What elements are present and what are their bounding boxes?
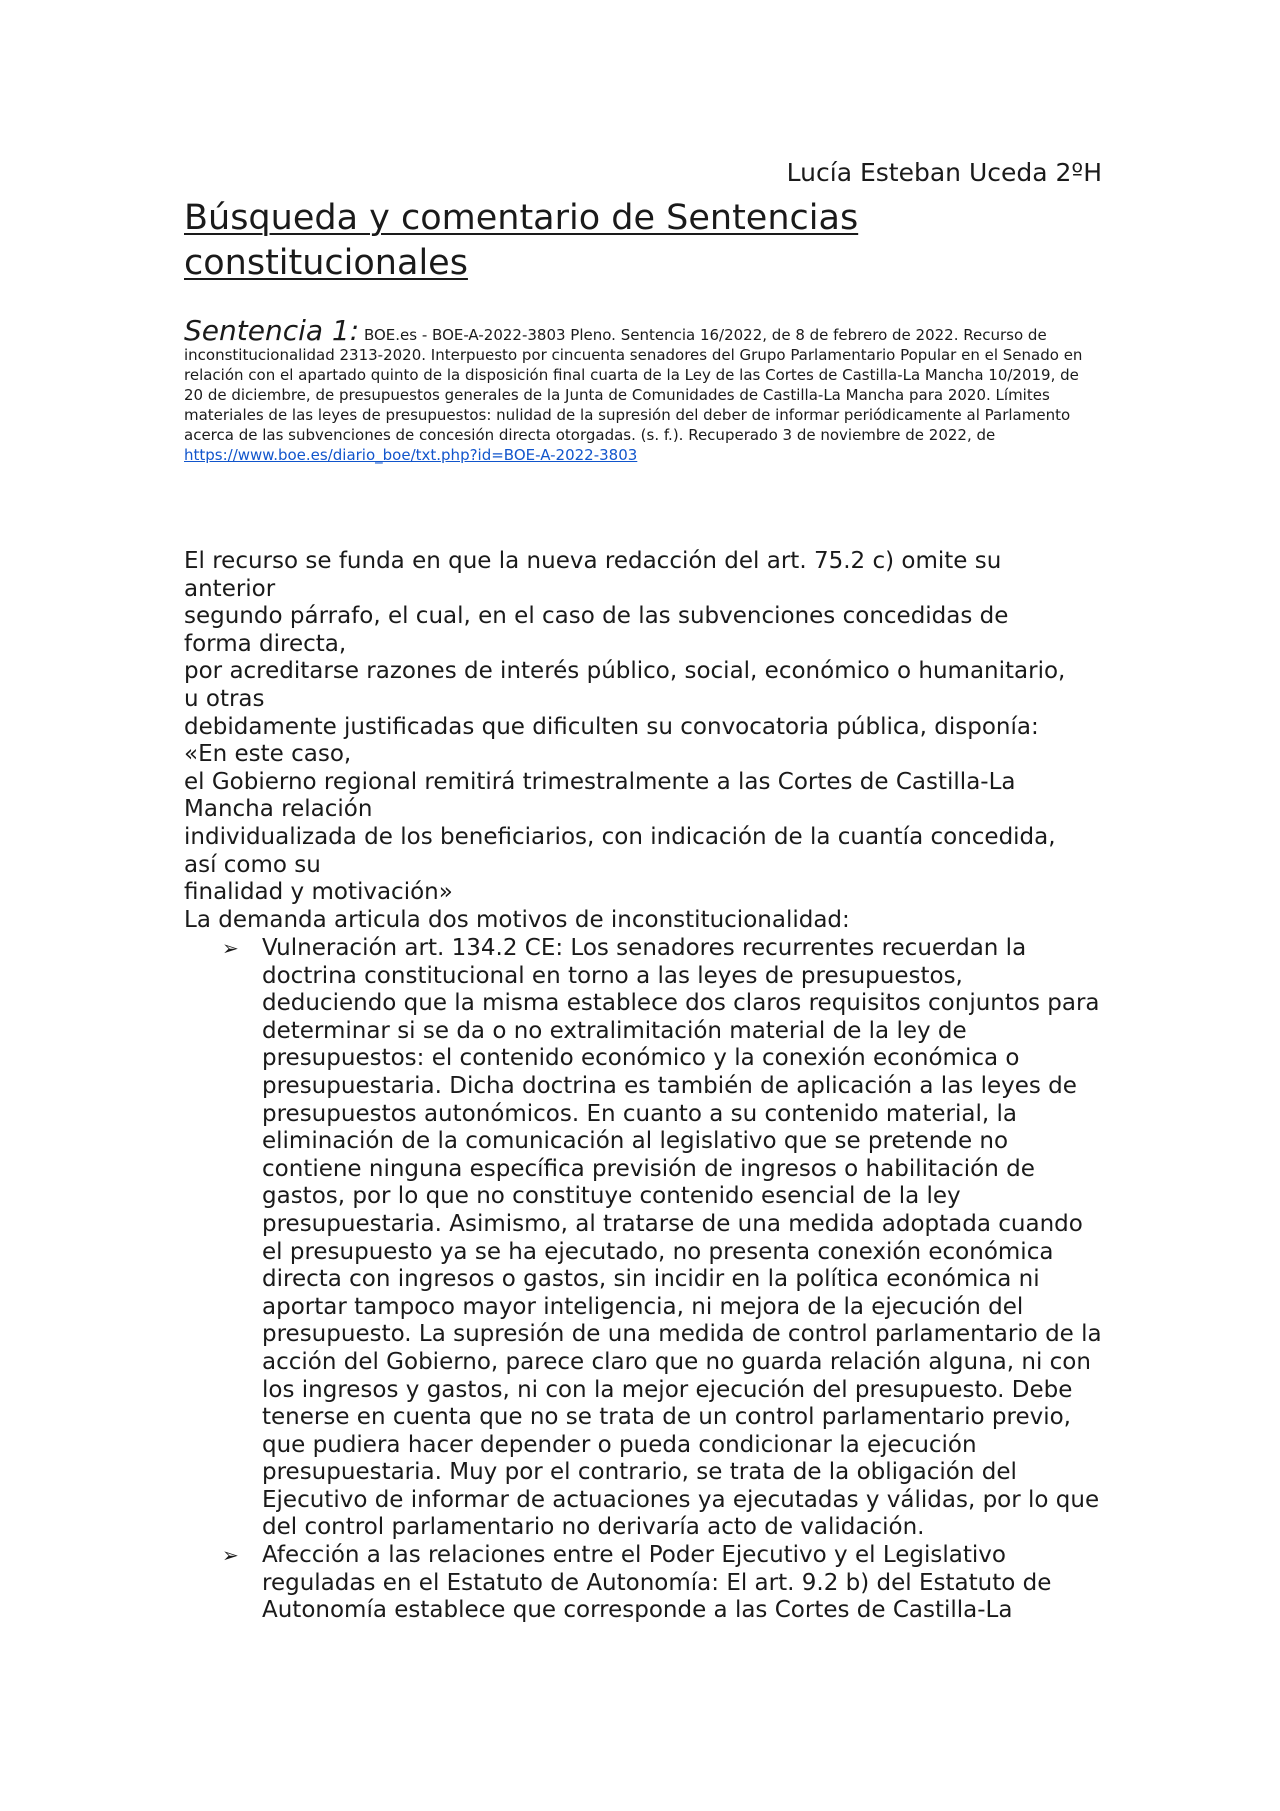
body-line: así como su (184, 851, 321, 878)
list-item (184, 1542, 1102, 1625)
author-line: Lucía Esteban Uceda 2ºH (786, 158, 1102, 187)
body-paragraph (184, 548, 1102, 934)
body-line: segundo párrafo, el cual, en el caso de las subvenciones concedidas de (184, 603, 1009, 630)
body-line: anterior (184, 575, 276, 602)
list-item-text: Afección a las relaciones entre el Poder Ejecutivo y el Legislativo reguladas en el Estatuto de Autonomía: El art. 9.2 b) del Estatuto de Autonomía establece que corresponde a las Cortes de Castilla-La (262, 1542, 1052, 1624)
body-line: La demanda articula dos motivos de inconstitucionalidad: (184, 906, 850, 933)
body-line: u otras (184, 685, 265, 712)
body-line: «En este caso, (184, 741, 352, 768)
sentence-reference-block (184, 314, 1102, 465)
sentence-citation: BOE.es - BOE-A-2022-3803 Pleno. Sentencia 16/2022, de 8 de febrero de 2022. Recurso de inconstitucionalidad 2313-2020. Interpuesto por cincuenta senadores del Grupo Parlamentario Popular en el Senado en relación con el apartado quinto de la disposición final cuarta de la Ley de las Cortes de Castilla-La Mancha 10/2019, de 20 de diciembre, de presupuestos generales de la Junta de Comunidades de Castilla-La Mancha para 2020. Límites materiales de las leyes de presupuestos: nulidad de la supresión del deber de informar periódicamente al Parlamento acerca de las subvenciones de concesión directa otorgadas. (s. f.). Recuperado 3 de noviembre de 2022, de (184, 326, 1083, 444)
arrow-bullet-icon: ➢ (222, 936, 239, 960)
body-line: Mancha relación (184, 796, 373, 823)
list-item-text: Vulneración art. 134.2 CE: Los senadores recurrentes recuerdan la doctrina constitucional en torno a las leyes de presupuestos, deduciendo que la misma establece dos claros requisitos conjuntos para determinar si se da o no extralimitación material de la ley de presupuestos: el contenido económico y la conexión económica o presupuestaria. Dicha doctrina es también de aplicación a las leyes de presupuestos autonómicos. En cuanto a su contenido material, la eliminación de la comunicación al legislativo que se pretende no contiene ninguna específica previsión de ingresos o habilitación de gastos, por lo que no constituye contenido esencial de la ley presupuestaria. Asimismo, al tratarse de una medida adoptada cuando el presupuesto ya se ha ejecutado, no presenta conexión económica directa con ingresos o gastos, sin incidir en la política económica ni aportar tampoco mayor inteligencia, ni mejora de la ejecución del presupuesto. La supresión de una medida de control parlamentario de la acción del Gobierno, parece claro que no guarda relación alguna, ni con los ingresos y gastos, ni con la mejor ejecución del presupuesto. Debe tenerse en cuenta que no se trata de un control parlamentario previo, que pudiera hacer depender o pueda condicionar la ejecución presupuestaria. Muy por el contrario, se trata de la obligación del Ejecutivo de informar de actuaciones ya ejecutadas y válidas, por lo que del control parlamentario no derivaría acto de validación. (262, 935, 1102, 1541)
body-line: el Gobierno regional remitirá trimestralmente a las Cortes de Castilla-La (184, 768, 1016, 795)
body-line: El recurso se funda en que la nueva redacción del art. 75.2 c) omite su (184, 548, 1002, 574)
boe-link[interactable]: https://www.boe.es/diario_boe/txt.php?id=BOE-A-2022-3803 (184, 446, 638, 464)
motives-list (184, 935, 1102, 1625)
body-line: individualizada de los beneficiarios, con indicación de la cuantía concedida, (184, 823, 1056, 850)
body-line: por acreditarse razones de interés público, social, económico o humanitario, (184, 658, 1066, 685)
body-line: debidamente justificadas que dificulten su convocatoria pública, disponía: (184, 713, 1039, 740)
sentence-label: Sentencia 1: (184, 314, 360, 347)
body-line: forma directa, (184, 630, 347, 657)
body-line: finalidad y motivación» (184, 879, 453, 906)
document-title: Búsqueda y comentario de Sentencias constitucionales (184, 198, 859, 283)
list-item (184, 935, 1102, 1542)
arrow-bullet-icon: ➢ (222, 1543, 239, 1568)
